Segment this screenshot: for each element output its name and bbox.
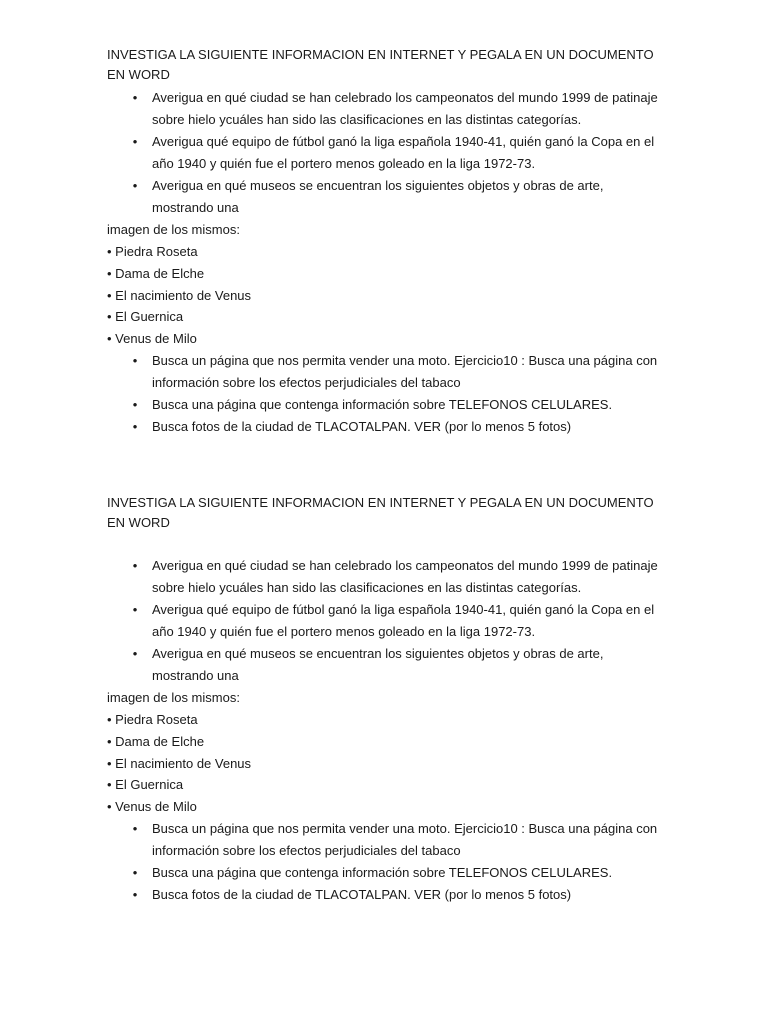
- artwork-list: [107, 241, 667, 350]
- instruction-section: [107, 45, 667, 438]
- task-list: [107, 818, 667, 906]
- list-item: • Busca fotos de la ciudad de TLACOTALPAN. VER (por lo menos 5 fotos): [107, 884, 667, 906]
- task-list: [107, 555, 667, 687]
- list-item: • Busca una página que contenga información sobre TELEFONOS CELULARES.: [107, 394, 667, 416]
- artwork-item: • El Guernica: [107, 777, 184, 793]
- artwork-item: • Dama de Elche: [107, 265, 205, 281]
- list-item: • Averigua en qué ciudad se han celebrado los campeonatos del mundo 1999 de patinaje sobre hielo ycuáles han sido las clasificaciones en las distintas categorías.: [107, 87, 667, 131]
- list-item: • Busca fotos de la ciudad de TLACOTALPAN. VER (por lo menos 5 fotos): [107, 416, 667, 438]
- artwork-item: • Dama de Elche: [107, 733, 205, 749]
- artwork-item: • Piedra Roseta: [107, 712, 198, 727]
- bullet-icon: •: [132, 558, 138, 573]
- task-list: [107, 87, 667, 219]
- bullet-icon: •: [132, 418, 138, 434]
- bullet-icon: •: [132, 886, 138, 902]
- intro-line: imagen de los mismos:: [107, 222, 240, 237]
- section-heading: INVESTIGA LA SIGUIENTE INFORMACION EN INTERNET Y PEGALA EN UN DOCUMENTO EN WORD: [107, 47, 654, 82]
- list-item: • Averigua en qué museos se encuentran los siguientes objetos y obras de arte, mostrando una: [107, 643, 667, 687]
- bullet-icon: •: [132, 646, 138, 661]
- artwork-item: • El nacimiento de Venus: [107, 755, 252, 771]
- list-item: • Averigua qué equipo de fútbol ganó la liga española 1940-41, quién ganó la Copa en el año 1940 y quién fue el portero menos goleado en la liga 1972-73.: [107, 599, 667, 643]
- artwork-item: • Venus de Milo: [107, 799, 197, 815]
- task-list: [107, 350, 667, 438]
- bullet-icon: •: [132, 820, 138, 836]
- intro-line: imagen de los mismos:: [107, 690, 240, 705]
- bullet-icon: •: [132, 178, 138, 193]
- bullet-icon: •: [132, 352, 138, 368]
- list-item: • Averigua qué equipo de fútbol ganó la liga española 1940-41, quién ganó la Copa en el año 1940 y quién fue el portero menos goleado en la liga 1972-73.: [107, 131, 667, 175]
- list-item: • Averigua en qué ciudad se han celebrado los campeonatos del mundo 1999 de patinaje sobre hielo ycuáles han sido las clasificaciones en las distintas categorías.: [107, 555, 667, 599]
- list-item: • Busca una página que contenga información sobre TELEFONOS CELULARES.: [107, 862, 667, 884]
- artwork-list: [107, 709, 667, 818]
- bullet-icon: •: [132, 602, 138, 617]
- instruction-section: [107, 493, 667, 906]
- bullet-icon: •: [132, 396, 138, 412]
- bullet-icon: •: [132, 134, 138, 149]
- bullet-icon: •: [132, 864, 138, 880]
- list-item: • Busca un página que nos permita vender una moto. Ejercicio10 : Busca una página con información sobre los efectos perjudiciales del tabaco: [107, 350, 667, 394]
- artwork-item: • Venus de Milo: [107, 331, 197, 347]
- artwork-item: • El nacimiento de Venus: [107, 287, 252, 303]
- list-item: • Averigua en qué museos se encuentran los siguientes objetos y obras de arte, mostrando una: [107, 175, 667, 219]
- artwork-item: • Piedra Roseta: [107, 244, 198, 259]
- bullet-icon: •: [132, 90, 138, 105]
- section-heading: INVESTIGA LA SIGUIENTE INFORMACION EN INTERNET Y PEGALA EN UN DOCUMENTO EN WORD: [107, 495, 654, 530]
- list-item: • Busca un página que nos permita vender una moto. Ejercicio10 : Busca una página con información sobre los efectos perjudiciales del tabaco: [107, 818, 667, 862]
- artwork-item: • El Guernica: [107, 309, 184, 325]
